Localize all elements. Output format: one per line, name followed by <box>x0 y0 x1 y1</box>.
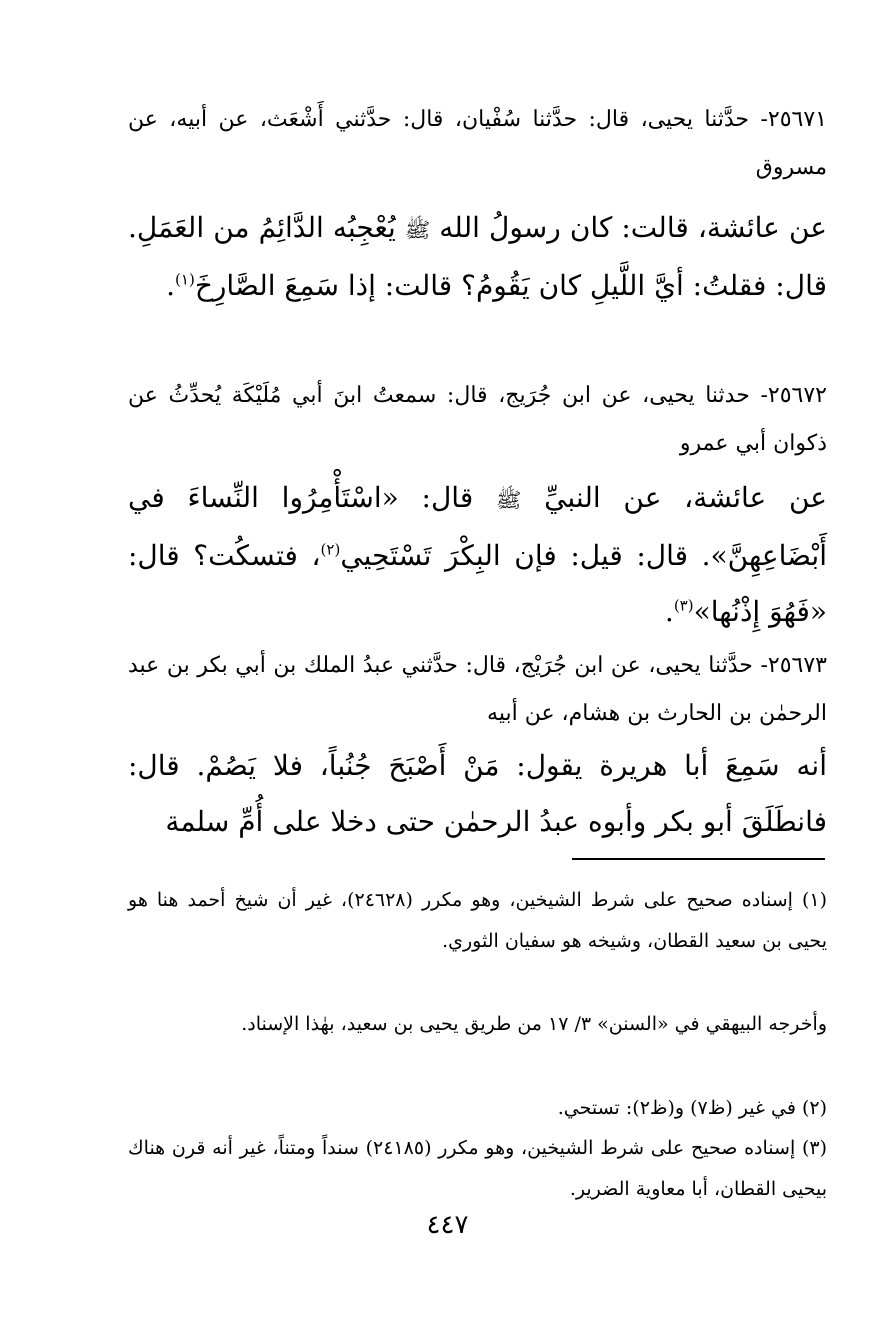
footnote-ref-3: (٣) <box>673 596 694 615</box>
footnote-separator <box>572 858 825 860</box>
hadith-25671-isnad: ٢٥٦٧١- حدَّثنا يحيى، قال: حدَّثنا سُفْيان، قال: حدَّثني أَشْعَث، عن أبيه، عن مسروق <box>128 107 827 180</box>
footnote-ref-2: (٢) <box>320 540 341 559</box>
matn-text: ، فتسكُت؟ قال: «فَهُوَ إِذْنُها» <box>128 539 827 628</box>
matn-text: يُعْجِبُه الدَّائِمُ من العَمَلِ. قال: فقلتُ: أيَّ اللَّيلِ كان يَقُومُ؟ قالت: إذا سَمِعَ الصَّارِخَ <box>128 211 827 302</box>
footnote-2: (٢) في غير (ظ٧) و(ظ٢): تستحي. <box>557 1097 827 1119</box>
matn-text: قال: «اسْتَأْمِرُوا النِّساءَ في أَبْضَاعِهِنَّ». قال: قيل: فإن البِكْرَ تَسْتَحِيي <box>128 481 827 572</box>
footnote-3: (٣) إسناده صحيح على شرط الشيخين، وهو مكرر (٢٤١٨٥) سنداً ومتناً، غير أنه قرن هناك بيحيى القطان، أبا معاوية الضرير. <box>128 1137 827 1200</box>
matn-text: . <box>166 269 176 302</box>
hadith-25672-matn <box>128 470 827 640</box>
footnote-ref-1: (١) <box>175 270 195 289</box>
footnote-1-continued: وأخرجه البيهقي في «السنن» ٣/ ١٧ من طريق يحيى بن سعيد، بهٰذا الإسناد. <box>241 1013 827 1035</box>
page-number: ٤٤٧ <box>426 1210 469 1240</box>
footnote-1: (١) إسناده صحيح على شرط الشيخين، وهو مكرر (٢٤٦٢٨)، غير أن شيخ أحمد هنا هو يحيى بن سعيد القطان، وشيخه هو سفيان الثوري. <box>128 889 827 952</box>
hadith-25673-matn: أنه سَمِعَ أبا هريرة يقول: مَنْ أَصْبَحَ جُنُباً، فلا يَصُمْ. قال: فانطَلَقَ أبو بكر وأبوه عبدُ الرحمٰن حتى دخلا على أُمِّ سلمة <box>128 749 827 838</box>
hadith-25672-isnad: ٢٥٦٧٢- حدثنا يحيى، عن ابن جُرَيج، قال: سمعتُ ابنَ أبي مُلَيْكَة يُحدِّثُ عن ذكوان أبي عمرو <box>128 383 827 456</box>
matn-text: . <box>664 595 674 628</box>
salawat-symbol: ﷺ <box>404 218 431 242</box>
salawat-symbol: ﷺ <box>495 488 522 512</box>
hadith-25673-isnad: ٢٥٦٧٣- حدَّثنا يحيى، عن ابن جُرَيْج، قال: حدَّثني عبدُ الملك بن أبي بكر بن عبد الرحمٰن بن الحارث بن هشام، عن أبيه <box>128 653 827 726</box>
matn-text: عن عائشة، عن النبيِّ <box>521 481 827 514</box>
hadith-25671-matn <box>128 200 827 314</box>
matn-text: عن عائشة، قالت: كان رسولُ الله <box>430 211 827 244</box>
